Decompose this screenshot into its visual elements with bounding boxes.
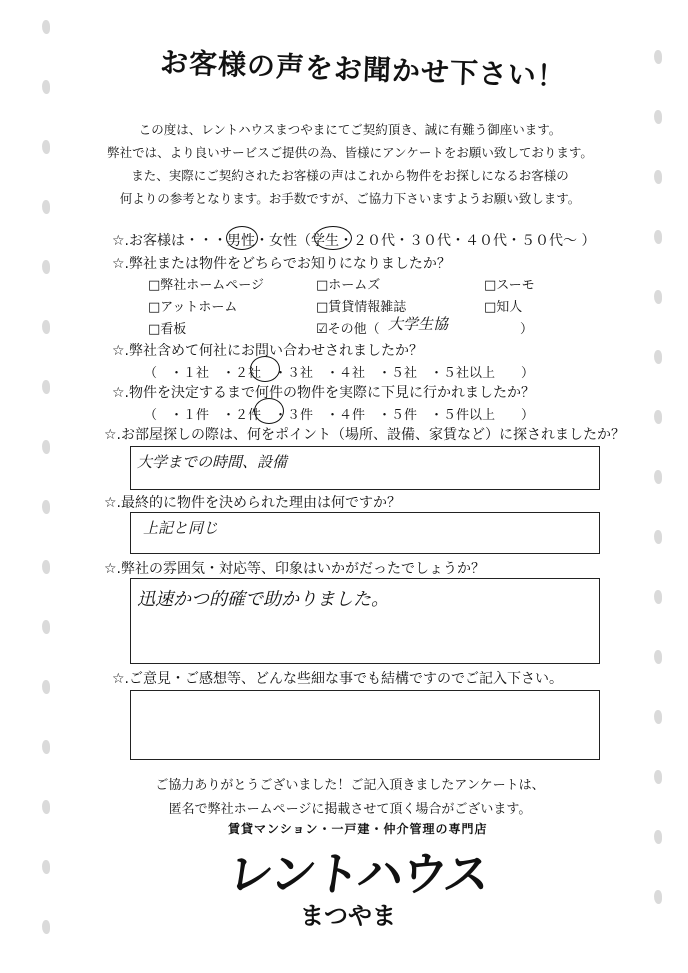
answer-impression-handwritten: 迅速かつ的確で助かりました。: [137, 589, 389, 610]
question-customer-type: ☆.お客様は・・・男性・女性（学生・２０代・３０代・４０代・５０代～ ）: [112, 233, 596, 249]
company-logo-sub: まつやま: [300, 902, 396, 930]
left-decorative-border: [38, 20, 56, 953]
answer-circle-2-companies: [250, 356, 280, 382]
answer-circle-student: [314, 226, 352, 250]
answer-box-search-points[interactable]: [130, 446, 600, 490]
question-decision-reason: ☆.最終的に物件を決められた理由は何ですか？: [104, 495, 401, 511]
option-acquaintance[interactable]: □知人: [484, 300, 523, 315]
option-athome[interactable]: □アットホーム: [148, 300, 238, 315]
option-other-close: ）: [520, 322, 534, 337]
question-viewing-count: ☆.物件を決定するまで何件の物件を実際に下見に行かれましたか？: [112, 385, 535, 401]
answer-decision-reason-handwritten: 上記と同じ: [143, 519, 219, 537]
question-inquiry-count: ☆.弊社含めて何社にお問い合わせされましたか？: [112, 343, 423, 359]
right-decorative-border: [650, 20, 668, 953]
footer-note: 匿名で弊社ホームページに掲載させて頂く場合がございます。: [168, 802, 532, 817]
footer-thanks: ご協力ありがとうございました！ご記入頂きましたアンケートは、: [155, 778, 545, 793]
intro-text: この度は、レントハウスまつやまにてご契約頂き、誠に有難う御座います。 弊社では、より良いサービスご提供の為、皆様にアンケートをお願い致しております。 また、実際にご契約されたお客様の声はこれから物件をお探しになるお客様の 何よりの参考となります。お手数ですが、ご協力下さいますようお願い致します。: [107, 122, 593, 206]
option-suumo[interactable]: □スーモ: [484, 278, 535, 293]
question-impression: ☆.弊社の雰囲気・対応等、印象はいかがだったでしょうか？: [104, 561, 485, 577]
choices-viewing-count[interactable]: （ ・１件 ・２件 ・３件 ・４件 ・５件 ・５件以上 ）: [144, 408, 535, 423]
choices-inquiry-count[interactable]: （ ・１社 ・２社 ・３社 ・４社 ・５社 ・５社以上 ）: [144, 366, 535, 381]
company-logo: レントハウス: [223, 847, 492, 901]
answer-box-comments[interactable]: [130, 690, 600, 760]
question-search-points: ☆.お部屋探しの際は、何をポイント（場所、設備、家賃など）に探されましたか？: [104, 427, 625, 443]
question-comments: ☆.ご意見・ご感想等、どんな些細な事でも結構ですのでご記入下さい。: [112, 671, 563, 687]
option-rental-magazine[interactable]: □賃貸情報雑誌: [316, 300, 407, 315]
answer-other-handwritten: 大学生協: [388, 315, 449, 333]
option-other[interactable]: ☑その他（: [316, 322, 380, 337]
answer-search-points-handwritten: 大学までの時間、設備: [137, 453, 288, 471]
question-how-known: ☆.弊社または物件をどちらでお知りになりましたか？: [112, 256, 451, 272]
page-title: お客様の声をお聞かせ下さい！: [159, 45, 567, 94]
answer-circle-male: [226, 226, 258, 250]
logo-tagline: 賃貸マンション・一戸建・仲介管理の専門店: [228, 822, 488, 836]
answer-box-decision-reason[interactable]: [130, 512, 600, 554]
answer-circle-2-properties: [254, 398, 284, 424]
option-homes[interactable]: □ホームズ: [316, 278, 381, 293]
option-company-website[interactable]: □弊社ホームページ: [148, 278, 265, 293]
answer-box-impression[interactable]: [130, 578, 600, 664]
option-signboard[interactable]: □看板: [148, 322, 187, 337]
